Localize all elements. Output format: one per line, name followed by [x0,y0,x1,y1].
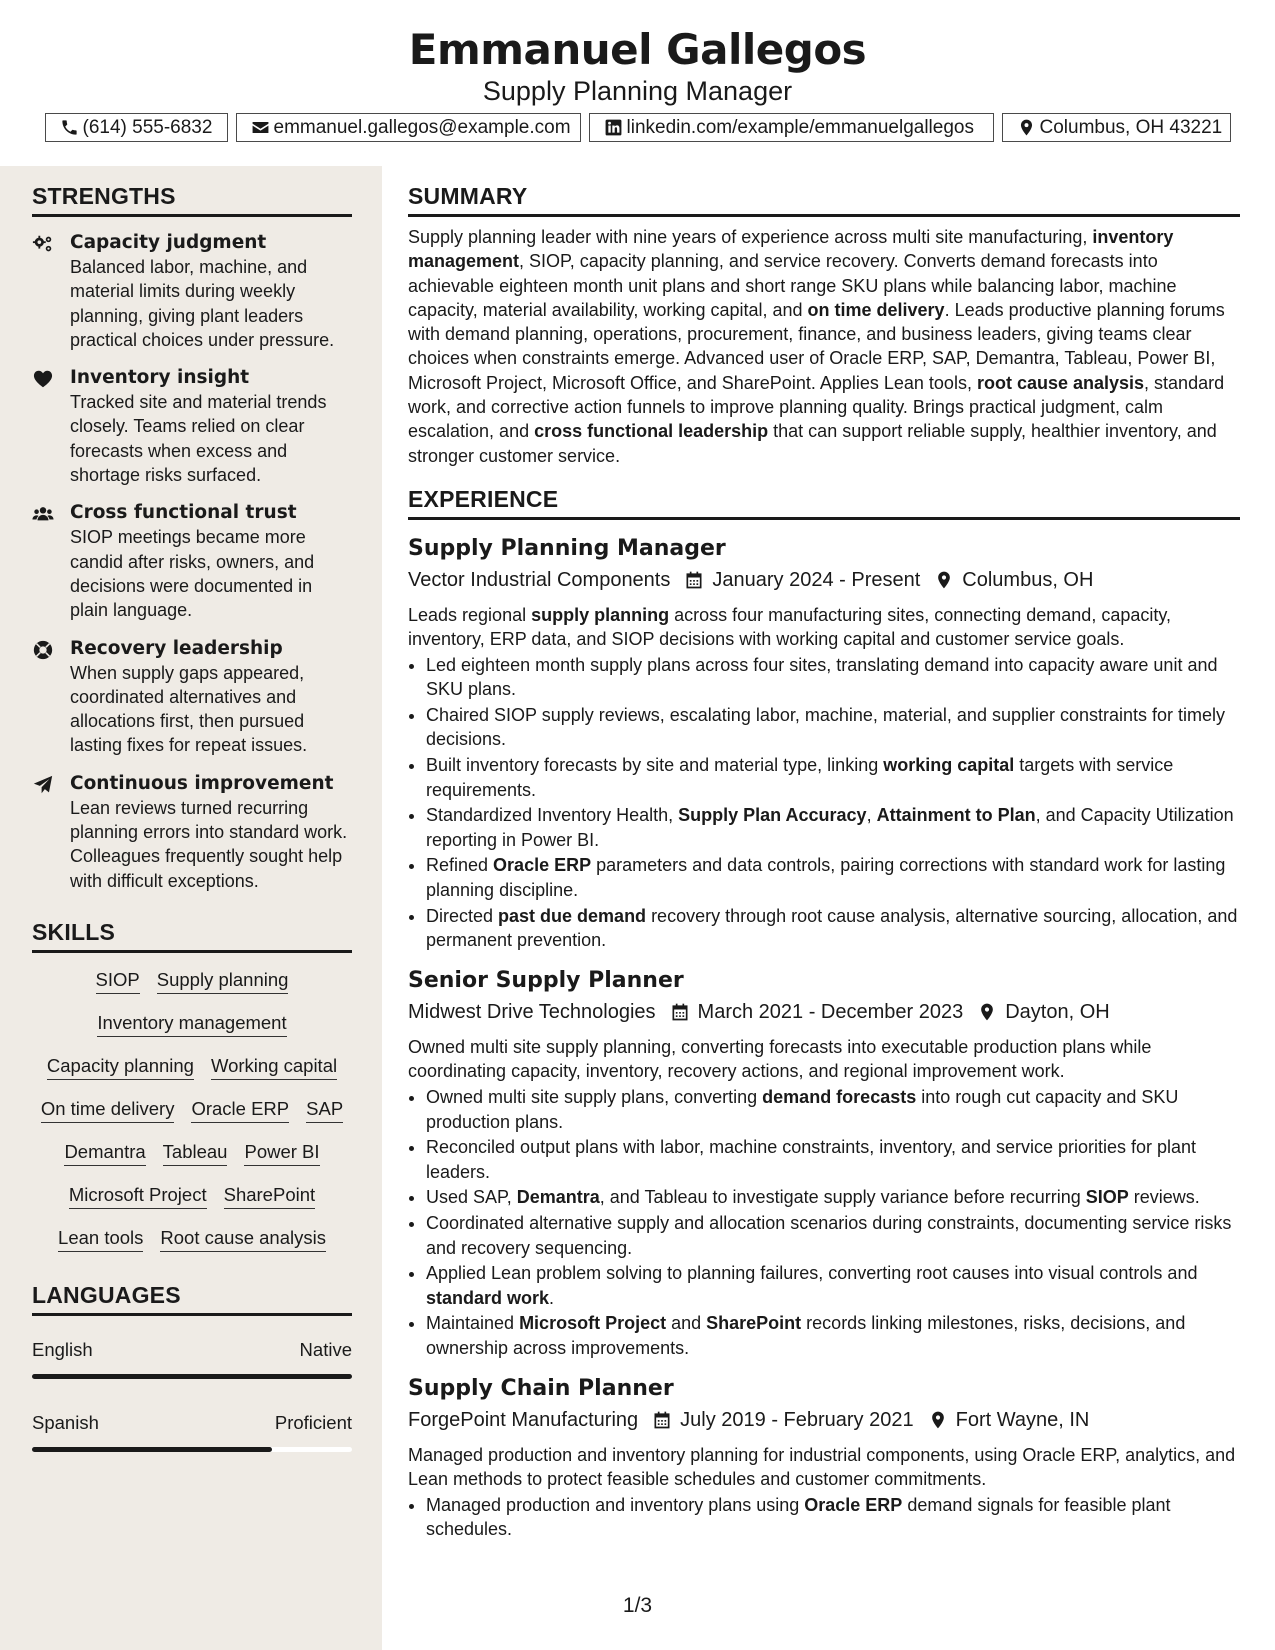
job-location: Fort Wayne, IN [955,1408,1090,1431]
contact-linkedin[interactable] [589,113,994,142]
strengths-heading: STRENGTHS [32,183,352,217]
strength-desc: Balanced labor, machine, and material limits during weekly planning, giving plant leaders practical choices under pressure. [70,257,335,350]
strength-item [32,772,352,893]
life-ring-icon [32,639,54,661]
strength-title: Continuous improvement [70,772,334,794]
job-meta [408,1405,1240,1435]
page-number: 1/3 [622,1594,653,1617]
calendar-icon [670,1002,690,1022]
languages-heading: LANGUAGES [32,1282,352,1316]
language-proficiency-bar [32,1447,352,1452]
skill-tag: Supply planning [157,967,289,994]
strength-title: Inventory insight [70,367,250,389]
language-name: Spanish [32,1411,99,1433]
map-pin-icon [928,1410,948,1430]
language-item [32,1411,352,1452]
job-entry [408,534,1240,952]
skills-heading: SKILLS [32,919,352,953]
contact-location [1002,113,1231,142]
skill-row [32,1182,352,1209]
skill-tag: Demantra [64,1139,145,1166]
language-level: Proficient [274,1411,352,1433]
paper-plane-icon [32,774,54,796]
job-entry [408,966,1240,1360]
gears-icon [32,233,54,255]
skill-row [32,1139,352,1166]
job-bullet: • Refined Oracle ERP parameters and data controls, pairing corrections with standard work for lasting planning discipline. [426,853,1240,902]
map-pin-icon [934,570,954,590]
summary-heading: SUMMARY [408,183,1240,217]
language-item [32,1338,352,1379]
map-pin-icon [1017,118,1036,137]
language-proficiency-fill [32,1447,272,1452]
skill-tag: Oracle ERP [191,1096,289,1123]
experience-list [408,534,1240,1542]
job-bullet: • Coordinated alternative supply and allocation scenarios during constraints, documenting service risks and recovery sequencing. [426,1211,1240,1260]
job-bullet: • Applied Lean problem solving to planning failures, converting root causes into visual controls and standard work. [426,1261,1240,1310]
job-description: Managed production and inventory planning for industrial components, using Oracle ERP, analytics, and Lean methods to protect feasible schedules and customer commitments. [408,1444,1236,1490]
contact-email[interactable] [236,113,581,142]
skill-tag: Inventory management [97,1010,286,1037]
strength-desc: When supply gaps appeared, coordinated alternatives and allocations first, then pursued lasting fixes for repeat issues. [70,662,308,756]
skill-row [32,1225,352,1252]
job-title: Supply Chain Planner [408,1375,674,1401]
linkedin-icon [604,118,623,137]
experience-heading: EXPERIENCE [408,486,1240,520]
job-description: Leads regional supply planning across four manufacturing sites, connecting demand, capacity, inventory, ERP data, and SIOP decisions with working capital and customer service goals. [408,604,1172,650]
strength-desc: SIOP meetings became more candid after risks, owners, and decisions were documented in plain language. [70,527,315,621]
skill-tag: Root cause analysis [160,1225,326,1252]
job-description: Owned multi site supply planning, converting forecasts into executable production plans while coordinating capacity, inventory, recovery actions, and regional improvement work. [408,1037,1152,1082]
job-bullet: • Reconciled output plans with labor, machine constraints, inventory, and service priorities for plant leaders. [426,1135,1240,1184]
skill-row [32,1010,352,1037]
job-bullet: • Maintained Microsoft Project and SharePoint records linking milestones, risks, decisions, and ownership across improvements. [426,1311,1240,1360]
users-icon [32,503,54,525]
job-dates: July 2019 - February 2021 [680,1408,914,1431]
skill-tag: SIOP [96,967,140,994]
skills-list [32,967,352,1252]
job-location: Columbus, OH [962,568,1094,591]
job-location: Dayton, OH [1005,1001,1110,1024]
job-bullet: • Managed production and inventory plans using Oracle ERP demand signals for feasible plant schedules. [426,1493,1240,1542]
job-company: ForgePoint Manufacturing [408,1408,639,1431]
job-title: Supply Planning Manager [408,535,726,561]
skill-tag: Capacity planning [47,1053,194,1080]
strength-title: Recovery leadership [70,637,283,659]
skill-row [32,967,352,994]
candidate-role: Supply Planning Manager [482,76,793,106]
strength-title: Capacity judgment [70,232,267,253]
language-level: Native [299,1338,352,1360]
skill-row [32,1053,352,1080]
strength-item [32,231,352,352]
job-bullet: • Led eighteen month supply plans across four sites, translating demand into capacity aware unit and SKU plans. [426,653,1240,702]
strength-desc: Tracked site and material trends closely. Teams relied on clear forecasts when excess and shortage risks surfaced. [70,392,327,486]
skill-row [32,1096,352,1123]
map-pin-icon [977,1002,997,1022]
skill-tag: Tableau [163,1139,228,1166]
envelope-icon [251,118,270,137]
strength-desc: Lean reviews turned recurring planning errors into standard work. Colleagues frequently sought help with difficult exceptions. [70,797,348,891]
job-entry [408,1374,1240,1542]
strength-item [32,501,352,622]
phone-text: (614) 555-6832 [82,116,213,138]
phone-icon [60,118,79,137]
job-bullets [408,1493,1240,1542]
strength-item [32,637,352,758]
job-dates: March 2021 - December 2023 [697,1001,964,1024]
job-bullet: • Chaired SIOP supply reviews, escalating labor, machine, material, and supplier constraints for timely decisions. [426,703,1240,752]
job-bullet: • Standardized Inventory Health, Supply Plan Accuracy, Attainment to Plan, and Capacity Utilization reporting in Power BI. [426,803,1240,852]
job-bullets [408,1085,1240,1360]
skill-tag: SAP [306,1096,343,1123]
location-text: Columbus, OH 43221 [1039,116,1223,138]
skill-tag: Power BI [244,1139,319,1166]
job-meta [408,997,1240,1027]
email-text: emmanuel.gallegos@example.com [273,116,571,138]
skill-tag: Working capital [211,1053,337,1080]
resume-header [0,0,1275,108]
job-bullet: • Built inventory forecasts by site and material type, linking working capital targets with service requirements. [426,753,1240,802]
skill-tag: On time delivery [41,1096,175,1123]
strength-item [32,366,352,487]
job-company: Vector Industrial Components [408,568,671,591]
main-content [408,166,1240,1542]
job-bullet: • Owned multi site supply plans, converting demand forecasts into rough cut capacity and SKU production plans. [426,1085,1240,1134]
summary-text: Supply planning leader with nine years of experience across multi site manufacturing, inventory management, SIOP, capacity planning, and service recovery. Converts demand forecasts into achievable eighteen month unit plans and short range SKU plans while balancing labor, machine capacity, material availability, working capital, and on time delivery. Leads productive planning forums with demand planning, operations, procurement, finance, and business leaders, giving teams clear choices when constraints emerge. Advanced user of Oracle ERP, SAP, Demantra, Tableau, Power BI, Microsoft Project, Microsoft Office, and SharePoint. Applies Lean tools, root cause analysis, standard work, and corrective action funnels to improve planning quality. Brings practical judgment, calm escalation, and cross functional leadership that can support reliable supply, healthier inventory, and stronger customer service. [408,227,1225,466]
strength-title: Cross functional trust [70,502,297,524]
candidate-name: Emmanuel Gallegos [408,25,867,74]
job-bullets [408,653,1240,952]
heart-icon [32,368,54,390]
calendar-icon [684,570,704,590]
language-proficiency-bar [32,1374,352,1379]
linkedin-text: linkedin.com/example/emmanuelgallegos [626,116,974,138]
skill-tag: SharePoint [224,1182,316,1209]
job-bullet: • Directed past due demand recovery through root cause analysis, alternative sourcing, allocation, and permanent prevention. [426,904,1240,953]
contact-phone[interactable] [45,113,228,142]
language-proficiency-fill [32,1374,352,1379]
job-company: Midwest Drive Technologies [408,1001,656,1024]
skill-tag: Microsoft Project [69,1182,207,1209]
language-name: English [32,1338,93,1360]
calendar-icon [652,1410,672,1430]
job-meta [408,565,1240,595]
contact-bar [0,113,1275,142]
job-bullet: • Used SAP, Demantra, and Tableau to investigate supply variance before recurring SIOP reviews. [426,1185,1240,1209]
job-dates: January 2024 - Present [712,568,921,591]
job-title: Senior Supply Planner [408,968,684,994]
skill-tag: Lean tools [58,1225,143,1252]
sidebar [32,166,352,1452]
